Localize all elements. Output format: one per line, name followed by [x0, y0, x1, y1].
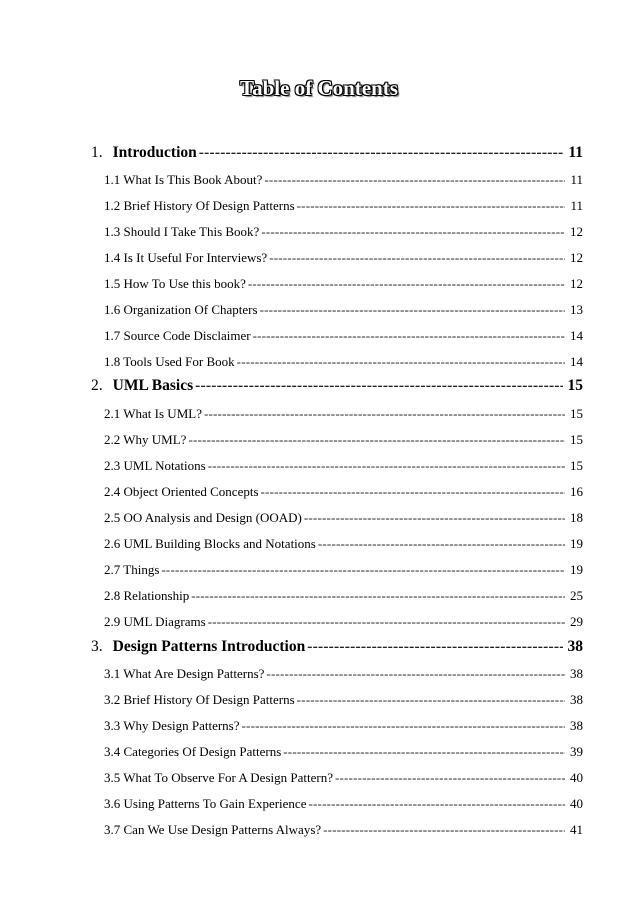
- toc-section-entry[interactable]: [104, 302, 583, 318]
- page-number: 19: [570, 562, 583, 577]
- section-title: 2.7 Things: [104, 562, 160, 577]
- section-title: 2.5 OO Analysis and Design (OOAD): [104, 510, 302, 525]
- toc-chapter-entry[interactable]: [91, 377, 583, 395]
- section-title: 2.2 Why UML?: [104, 432, 187, 447]
- page-number: 12: [570, 250, 583, 265]
- toc-section-entry[interactable]: [104, 328, 583, 344]
- toc-section-entry[interactable]: [104, 822, 583, 838]
- toc-section-entry[interactable]: [104, 484, 583, 500]
- page-number: 41: [570, 822, 583, 837]
- toc-section-entry[interactable]: [104, 510, 583, 526]
- section-title: 2.3 UML Notations: [104, 458, 206, 473]
- dot-leader: [161, 562, 565, 578]
- toc-section-entry[interactable]: [104, 718, 583, 734]
- page-number: 40: [570, 770, 583, 785]
- dot-leader: [308, 796, 565, 812]
- chapter-title: Introduction: [112, 144, 197, 161]
- toc-chapter-entry[interactable]: [91, 144, 583, 162]
- section-title: 3.6 Using Patterns To Gain Experience: [104, 796, 307, 811]
- page-number: 15: [570, 406, 583, 421]
- toc-section-entry[interactable]: [104, 198, 583, 214]
- toc-section-entry[interactable]: [104, 172, 583, 188]
- dot-leader: [242, 718, 565, 734]
- page-number: 11: [568, 144, 583, 161]
- section-title: 2.6 UML Building Blocks and Notations: [104, 536, 316, 551]
- page-number: 38: [570, 692, 583, 707]
- chapter-number: 2.: [91, 377, 103, 394]
- section-title: 2.9 UML Diagrams: [104, 614, 206, 629]
- dot-leader: [283, 744, 565, 760]
- page-title: Table of Contents: [240, 76, 398, 100]
- dot-leader: [335, 770, 565, 786]
- chapter-number: 3.: [91, 638, 103, 655]
- toc-section-entry[interactable]: [104, 562, 583, 578]
- page-number: 16: [570, 484, 583, 499]
- dot-leader: [261, 224, 565, 240]
- section-title: 3.7 Can We Use Design Patterns Always?: [104, 822, 322, 837]
- page-number: 12: [570, 224, 583, 239]
- dot-leader: [297, 692, 565, 708]
- dot-leader: [237, 354, 565, 370]
- section-title: 3.4 Categories Of Design Patterns: [104, 744, 282, 759]
- section-title: 1.4 Is It Useful For Interviews?: [104, 250, 268, 265]
- dot-leader: [195, 377, 562, 395]
- section-title: 3.2 Brief History Of Design Patterns: [104, 692, 295, 707]
- page-number: 25: [570, 588, 583, 603]
- toc-section-entry[interactable]: [104, 588, 583, 604]
- page-number: 14: [570, 328, 583, 343]
- section-title: 1.7 Source Code Disclaimer: [104, 328, 251, 343]
- page-number: 13: [570, 302, 583, 317]
- dot-leader: [269, 250, 565, 266]
- page-number: 19: [570, 536, 583, 551]
- dot-leader: [253, 328, 565, 344]
- section-title: 1.5 How To Use this book?: [104, 276, 246, 291]
- dot-leader: [261, 484, 565, 500]
- dot-leader: [248, 276, 565, 292]
- toc-section-entry[interactable]: [104, 458, 583, 474]
- page-number: 38: [570, 666, 583, 681]
- section-title: 1.3 Should I Take This Book?: [104, 224, 260, 239]
- page-number: 38: [570, 718, 583, 733]
- dot-leader: [318, 536, 565, 552]
- dot-leader: [188, 432, 565, 448]
- toc-section-entry[interactable]: [104, 744, 583, 760]
- page-number: 14: [570, 354, 583, 369]
- section-title: 1.2 Brief History Of Design Patterns: [104, 198, 295, 213]
- section-title: 3.1 What Are Design Patterns?: [104, 666, 265, 681]
- dot-leader: [191, 588, 565, 604]
- dot-leader: [307, 638, 562, 656]
- toc-section-entry[interactable]: [104, 796, 583, 812]
- toc-section-entry[interactable]: [104, 406, 583, 422]
- dot-leader: [297, 198, 566, 214]
- dot-leader: [204, 406, 565, 422]
- chapter-number: 1.: [91, 144, 103, 161]
- dot-leader: [323, 822, 565, 838]
- dot-leader: [199, 144, 564, 162]
- section-title: 3.3 Why Design Patterns?: [104, 718, 240, 733]
- toc-section-entry[interactable]: [104, 276, 583, 292]
- page-number: 11: [570, 198, 583, 213]
- section-title: 2.1 What Is UML?: [104, 406, 202, 421]
- toc-section-entry[interactable]: [104, 432, 583, 448]
- toc-section-entry[interactable]: [104, 770, 583, 786]
- page-number: 39: [570, 744, 583, 759]
- dot-leader: [264, 172, 565, 188]
- section-title: 3.5 What To Observe For A Design Pattern?: [104, 770, 333, 785]
- dot-leader: [260, 302, 565, 318]
- section-title: 2.4 Object Oriented Concepts: [104, 484, 259, 499]
- page-number: 29: [570, 614, 583, 629]
- toc-section-entry[interactable]: [104, 354, 583, 370]
- page-number: 18: [570, 510, 583, 525]
- section-title: 1.8 Tools Used For Book: [104, 354, 235, 369]
- page-number: 15: [570, 458, 583, 473]
- page-number: 40: [570, 796, 583, 811]
- page-number: 15: [567, 377, 583, 394]
- dot-leader: [266, 666, 565, 682]
- dot-leader: [208, 458, 565, 474]
- dot-leader: [304, 510, 565, 526]
- chapter-title: UML Basics: [112, 377, 194, 394]
- toc-section-entry[interactable]: [104, 692, 583, 708]
- section-title: 1.6 Organization Of Chapters: [104, 302, 258, 317]
- page-number: 38: [567, 638, 583, 655]
- toc-section-entry[interactable]: [104, 666, 583, 682]
- dot-leader: [208, 614, 565, 630]
- toc-section-entry[interactable]: [104, 536, 583, 552]
- toc-chapter-entry[interactable]: [91, 638, 583, 656]
- chapter-title: Design Patterns Introduction: [112, 638, 306, 655]
- toc-section-entry[interactable]: [104, 614, 583, 630]
- page-number: 12: [570, 276, 583, 291]
- section-title: 1.1 What Is This Book About?: [104, 172, 263, 187]
- toc-section-entry[interactable]: [104, 250, 583, 266]
- page-number: 11: [570, 172, 583, 187]
- page-number: 15: [570, 432, 583, 447]
- toc-section-entry[interactable]: [104, 224, 583, 240]
- section-title: 2.8 Relationship: [104, 588, 190, 603]
